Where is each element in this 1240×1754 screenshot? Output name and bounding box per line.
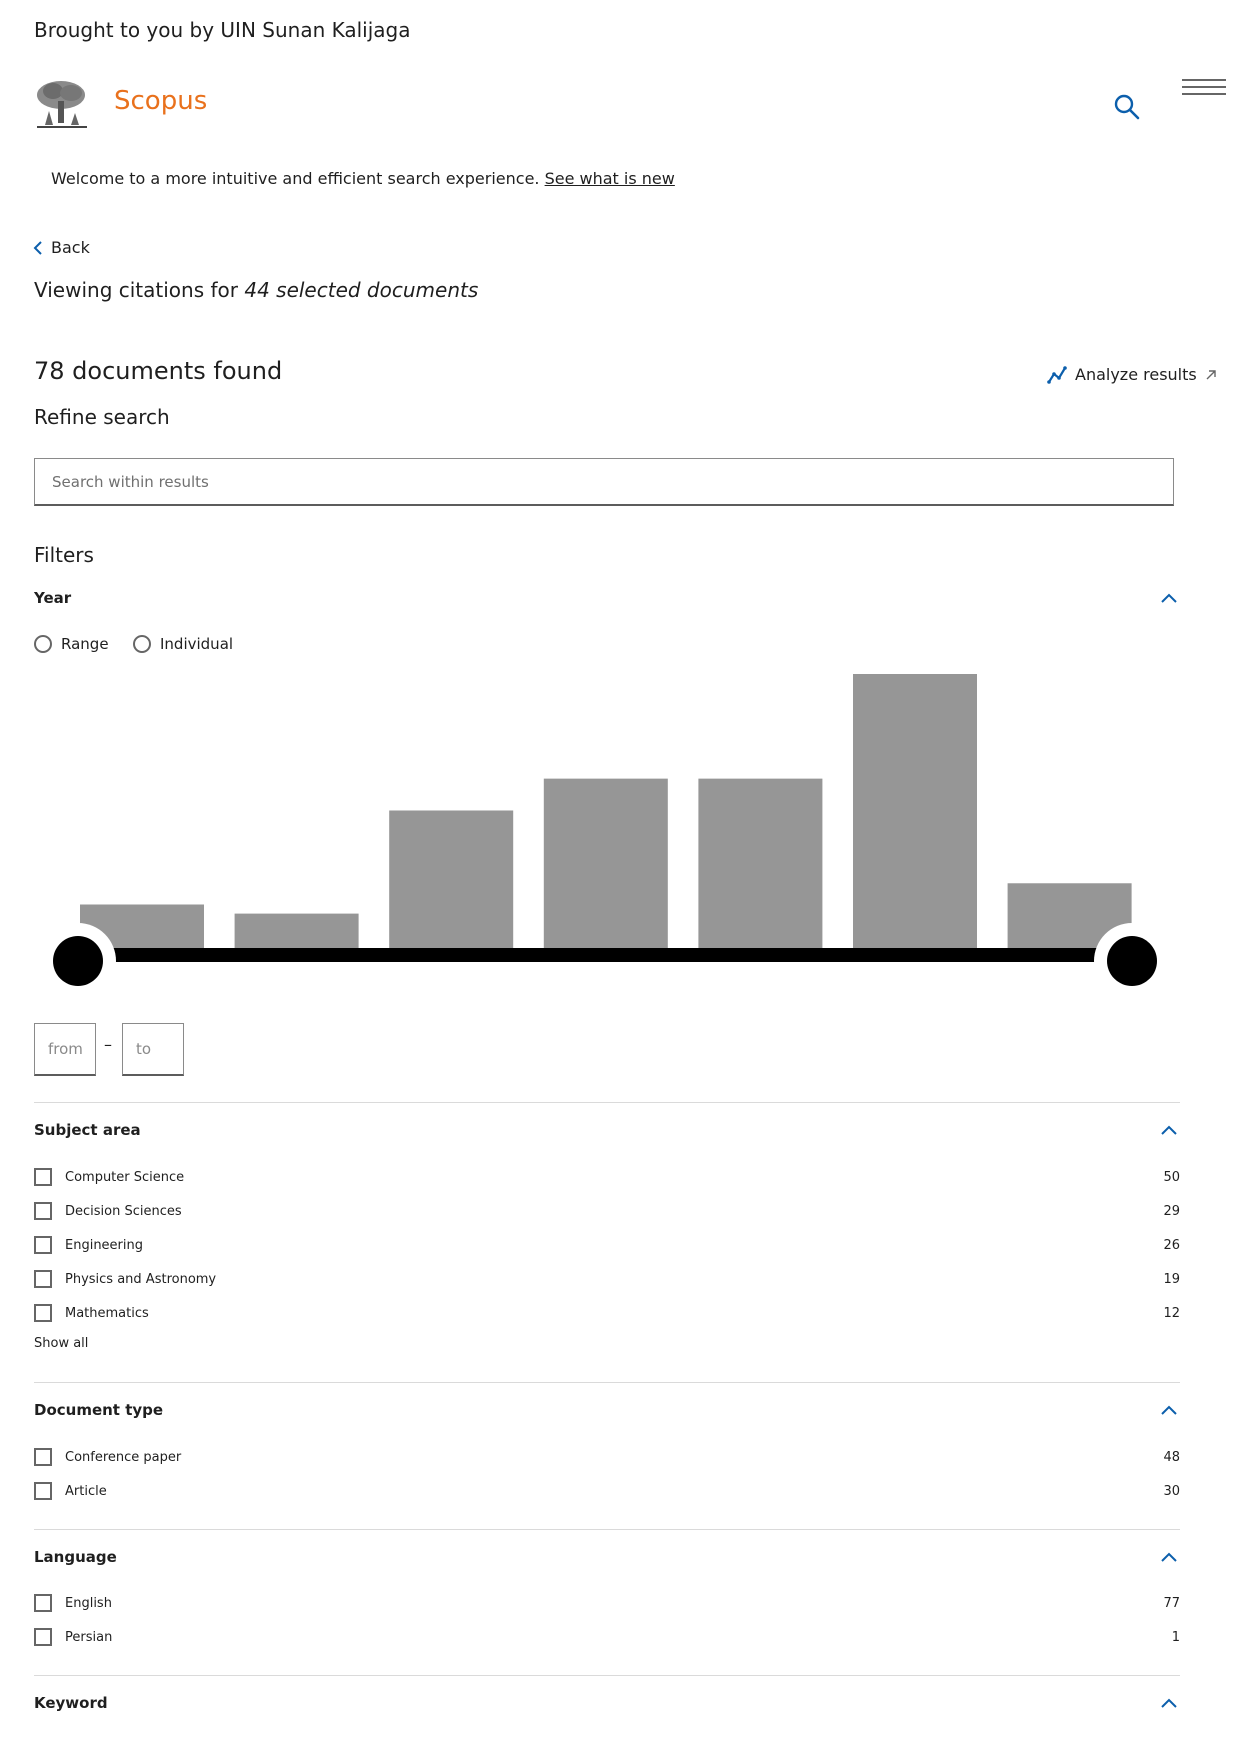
year-range-start-handle[interactable] <box>53 936 103 986</box>
section-divider <box>34 1675 1180 1676</box>
year-histogram-bar <box>235 914 359 950</box>
section-divider <box>34 1382 1180 1383</box>
document-type-filter-title[interactable]: Document type <box>34 1401 164 1419</box>
year-range-slider-track[interactable] <box>78 948 1132 962</box>
chevron-up-icon[interactable] <box>1160 1697 1178 1709</box>
year-histogram-bar <box>544 779 668 950</box>
year-range-end-handle[interactable] <box>1107 936 1157 986</box>
language-filter-title[interactable]: Language <box>34 1548 117 1566</box>
language-item[interactable] <box>34 1592 1180 1614</box>
brought-by-text: Brought to you by UIN Sunan Kalijaga <box>34 18 411 42</box>
filter-item-count: 29 <box>1163 1203 1180 1219</box>
checkbox[interactable] <box>34 1304 52 1322</box>
external-link-arrow-icon <box>1205 369 1217 381</box>
filter-item-label[interactable]: Decision Sciences <box>65 1203 182 1219</box>
subject-area-item[interactable] <box>34 1234 1180 1256</box>
chevron-left-icon <box>33 240 43 256</box>
welcome-banner <box>51 169 675 188</box>
chevron-up-icon[interactable] <box>1160 592 1178 604</box>
subject-area-filter-title[interactable]: Subject area <box>34 1121 141 1139</box>
search-within-results-input[interactable] <box>34 458 1174 506</box>
viewing-prefix: Viewing citations for <box>34 278 238 302</box>
filter-item-label[interactable]: Computer Science <box>65 1169 185 1185</box>
year-range-radio[interactable] <box>34 635 109 653</box>
document-type-item[interactable] <box>34 1480 1180 1502</box>
scopus-brand[interactable]: Scopus <box>114 86 208 116</box>
year-range-dash: – <box>104 1035 112 1054</box>
filter-item-label[interactable]: Physics and Astronomy <box>65 1271 217 1287</box>
filter-item-count: 30 <box>1163 1483 1180 1499</box>
filter-item-count: 12 <box>1163 1305 1180 1321</box>
section-divider <box>34 1529 1180 1530</box>
checkbox[interactable] <box>34 1168 52 1186</box>
back-button[interactable] <box>33 238 90 257</box>
filter-item-label[interactable]: Article <box>65 1483 107 1499</box>
filter-item-label[interactable]: Conference paper <box>65 1449 182 1465</box>
show-all-subject-areas-link[interactable]: Show all <box>34 1336 89 1351</box>
hamburger-menu-icon[interactable] <box>1182 78 1226 100</box>
filter-item-count: 50 <box>1163 1169 1180 1185</box>
see-what-is-new-link[interactable]: See what is new <box>544 169 675 188</box>
checkbox[interactable] <box>34 1236 52 1254</box>
language-item[interactable] <box>34 1626 1180 1648</box>
refine-search-heading: Refine search <box>34 405 170 429</box>
analyze-results-link[interactable] <box>1047 365 1217 384</box>
year-from-input[interactable] <box>34 1023 96 1076</box>
search-icon[interactable] <box>1112 92 1142 122</box>
radio-label-range: Range <box>61 635 109 653</box>
checkbox[interactable] <box>34 1482 52 1500</box>
checkbox[interactable] <box>34 1202 52 1220</box>
chevron-up-icon[interactable] <box>1160 1124 1178 1136</box>
radio-label-individual: Individual <box>160 635 234 653</box>
filter-item-label[interactable]: English <box>65 1595 112 1611</box>
filter-item-count: 77 <box>1163 1595 1180 1611</box>
filter-item-label[interactable]: Mathematics <box>65 1305 149 1321</box>
year-to-input[interactable] <box>122 1023 184 1076</box>
filter-item-label[interactable]: Persian <box>65 1629 113 1645</box>
radio-circle[interactable] <box>133 635 151 653</box>
subject-area-item[interactable] <box>34 1268 1180 1290</box>
line-chart-icon <box>1047 366 1067 384</box>
chevron-up-icon[interactable] <box>1160 1551 1178 1563</box>
year-individual-radio[interactable] <box>133 635 233 653</box>
filter-item-count: 19 <box>1163 1271 1180 1287</box>
year-histogram-chart <box>34 660 1174 990</box>
viewing-citations-heading <box>34 278 478 302</box>
welcome-text: Welcome to a more intuitive and efficient search experience. <box>51 169 540 188</box>
year-histogram-bar <box>389 810 513 950</box>
documents-found-count: 78 documents found <box>34 357 283 385</box>
checkbox[interactable] <box>34 1270 52 1288</box>
checkbox[interactable] <box>34 1448 52 1466</box>
selected-documents-count: 44 selected documents <box>244 278 479 302</box>
elsevier-tree-logo-icon[interactable] <box>33 79 91 131</box>
checkbox[interactable] <box>34 1594 52 1612</box>
document-type-item[interactable] <box>34 1446 1180 1468</box>
filter-item-label[interactable]: Engineering <box>65 1237 143 1253</box>
analyze-results-label: Analyze results <box>1075 365 1197 384</box>
subject-area-item[interactable] <box>34 1166 1180 1188</box>
checkbox[interactable] <box>34 1628 52 1646</box>
keyword-filter-title[interactable]: Keyword <box>34 1694 108 1712</box>
chevron-up-icon[interactable] <box>1160 1404 1178 1416</box>
filter-item-count: 48 <box>1163 1449 1180 1465</box>
radio-circle[interactable] <box>34 635 52 653</box>
filters-heading: Filters <box>34 543 94 567</box>
back-label: Back <box>51 238 90 257</box>
section-divider <box>34 1102 1180 1103</box>
filter-item-count: 26 <box>1163 1237 1180 1253</box>
year-histogram-bar <box>698 779 822 950</box>
filter-item-count: 1 <box>1171 1629 1180 1645</box>
year-histogram-bar <box>853 674 977 950</box>
subject-area-item[interactable] <box>34 1302 1180 1324</box>
year-filter-title[interactable]: Year <box>34 589 72 607</box>
subject-area-item[interactable] <box>34 1200 1180 1222</box>
